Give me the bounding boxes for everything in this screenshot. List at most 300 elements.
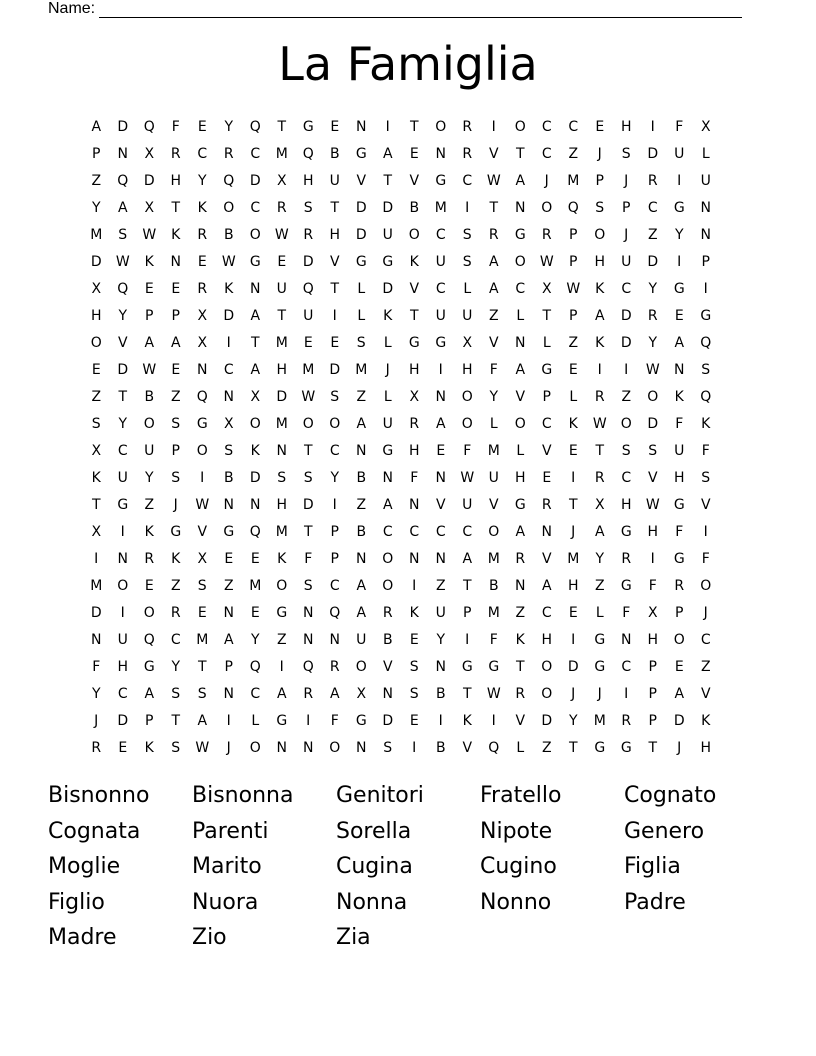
grid-letter[interactable]: J: [597, 146, 602, 162]
grid-letter[interactable]: C: [435, 227, 446, 243]
grid-letter[interactable]: A: [223, 632, 234, 648]
grid-letter[interactable]: R: [223, 146, 234, 162]
grid-letter[interactable]: C: [621, 470, 632, 486]
grid-letter[interactable]: N: [382, 470, 393, 486]
grid-letter[interactable]: R: [488, 227, 499, 243]
grid-letter[interactable]: P: [330, 551, 339, 567]
grid-letter[interactable]: D: [249, 173, 261, 189]
grid-letter[interactable]: P: [171, 308, 180, 324]
grid-letter[interactable]: P: [145, 713, 154, 729]
grid-letter[interactable]: G: [673, 551, 685, 567]
grid-letter[interactable]: Y: [91, 200, 101, 216]
grid-letter[interactable]: B: [356, 470, 367, 486]
grid-letter[interactable]: N: [170, 254, 181, 270]
grid-letter[interactable]: E: [409, 146, 419, 162]
grid-letter[interactable]: V: [462, 740, 473, 756]
grid-letter[interactable]: X: [276, 173, 287, 189]
grid-letter[interactable]: R: [409, 416, 420, 432]
grid-letter[interactable]: E: [542, 470, 552, 486]
grid-letter[interactable]: P: [171, 443, 180, 459]
grid-letter[interactable]: I: [597, 362, 602, 378]
grid-letter[interactable]: R: [515, 686, 526, 702]
grid-letter[interactable]: K: [409, 605, 419, 621]
grid-letter[interactable]: D: [647, 254, 659, 270]
grid-letter[interactable]: G: [620, 578, 632, 594]
grid-letter[interactable]: M: [275, 335, 288, 351]
grid-letter[interactable]: E: [568, 362, 578, 378]
grid-letter[interactable]: E: [674, 308, 684, 324]
grid-letter[interactable]: Z: [568, 146, 579, 162]
grid-letter[interactable]: L: [516, 443, 525, 459]
grid-letter[interactable]: I: [571, 632, 576, 648]
grid-letter[interactable]: C: [329, 443, 340, 459]
grid-letter[interactable]: C: [250, 200, 261, 216]
grid-letter[interactable]: D: [382, 713, 394, 729]
grid-letter[interactable]: S: [303, 200, 313, 216]
grid-letter[interactable]: M: [593, 713, 606, 729]
grid-letter[interactable]: N: [515, 578, 526, 594]
grid-letter[interactable]: H: [594, 254, 606, 270]
grid-letter[interactable]: T: [171, 713, 181, 729]
grid-letter[interactable]: R: [541, 227, 552, 243]
grid-letter[interactable]: H: [620, 497, 632, 513]
grid-letter[interactable]: T: [303, 443, 313, 459]
grid-letter[interactable]: F: [489, 632, 498, 648]
grid-letter[interactable]: O: [514, 416, 526, 432]
grid-letter[interactable]: J: [226, 740, 231, 756]
grid-letter[interactable]: Q: [302, 146, 314, 162]
grid-letter[interactable]: O: [249, 416, 261, 432]
grid-letter[interactable]: Z: [144, 497, 155, 513]
grid-letter[interactable]: F: [171, 119, 180, 135]
grid-letter[interactable]: D: [143, 173, 155, 189]
grid-letter[interactable]: S: [330, 389, 340, 405]
grid-letter[interactable]: G: [700, 308, 712, 324]
grid-letter[interactable]: B: [382, 632, 393, 648]
grid-letter[interactable]: N: [250, 281, 261, 297]
grid-letter[interactable]: Y: [224, 119, 234, 135]
grid-letter[interactable]: G: [408, 335, 420, 351]
grid-letter[interactable]: U: [117, 632, 128, 648]
grid-letter[interactable]: D: [382, 200, 394, 216]
grid-letter[interactable]: W: [195, 740, 210, 756]
grid-letter[interactable]: A: [91, 119, 102, 135]
grid-letter[interactable]: E: [197, 254, 207, 270]
grid-letter[interactable]: P: [569, 308, 578, 324]
grid-letter[interactable]: G: [117, 497, 129, 513]
grid-letter[interactable]: K: [568, 416, 578, 432]
grid-letter[interactable]: W: [486, 686, 501, 702]
grid-letter[interactable]: G: [673, 200, 685, 216]
grid-letter[interactable]: G: [514, 227, 526, 243]
grid-letter[interactable]: U: [435, 308, 446, 324]
grid-letter[interactable]: I: [94, 551, 99, 567]
grid-letter[interactable]: S: [171, 416, 181, 432]
grid-letter[interactable]: M: [275, 416, 288, 432]
grid-letter[interactable]: P: [648, 713, 657, 729]
grid-letter[interactable]: D: [90, 605, 102, 621]
grid-letter[interactable]: J: [94, 713, 99, 729]
grid-letter[interactable]: E: [250, 605, 260, 621]
grid-letter[interactable]: S: [409, 686, 419, 702]
grid-letter[interactable]: O: [514, 254, 526, 270]
grid-letter[interactable]: I: [120, 524, 125, 540]
grid-letter[interactable]: E: [436, 443, 446, 459]
grid-letter[interactable]: Z: [621, 389, 632, 405]
grid-letter[interactable]: K: [277, 551, 287, 567]
grid-letter[interactable]: C: [250, 146, 261, 162]
grid-letter[interactable]: I: [412, 740, 417, 756]
grid-letter[interactable]: S: [303, 578, 313, 594]
grid-letter[interactable]: X: [700, 119, 711, 135]
grid-letter[interactable]: T: [568, 740, 578, 756]
grid-letter[interactable]: P: [595, 173, 604, 189]
grid-letter[interactable]: D: [117, 713, 129, 729]
grid-letter[interactable]: J: [571, 524, 576, 540]
grid-letter[interactable]: J: [624, 227, 629, 243]
grid-letter[interactable]: E: [409, 713, 419, 729]
grid-letter[interactable]: S: [409, 659, 419, 675]
grid-letter[interactable]: E: [595, 119, 605, 135]
grid-letter[interactable]: U: [356, 632, 367, 648]
grid-letter[interactable]: N: [276, 740, 287, 756]
grid-letter[interactable]: A: [594, 308, 605, 324]
grid-letter[interactable]: X: [594, 497, 605, 513]
grid-letter[interactable]: L: [569, 389, 578, 405]
grid-letter[interactable]: Y: [436, 632, 446, 648]
grid-letter[interactable]: Y: [648, 335, 658, 351]
grid-letter[interactable]: S: [171, 686, 181, 702]
grid-letter[interactable]: B: [223, 227, 234, 243]
grid-letter[interactable]: C: [197, 146, 208, 162]
grid-letter[interactable]: X: [356, 686, 367, 702]
grid-letter[interactable]: Q: [249, 659, 261, 675]
grid-letter[interactable]: I: [677, 254, 682, 270]
grid-letter[interactable]: I: [332, 497, 337, 513]
grid-letter[interactable]: R: [621, 713, 632, 729]
grid-letter[interactable]: C: [568, 119, 579, 135]
grid-letter[interactable]: K: [171, 551, 181, 567]
grid-letter[interactable]: X: [541, 281, 552, 297]
grid-letter[interactable]: N: [435, 146, 446, 162]
grid-letter[interactable]: H: [647, 632, 659, 648]
grid-letter[interactable]: M: [90, 227, 103, 243]
grid-letter[interactable]: F: [489, 362, 498, 378]
grid-letter[interactable]: D: [355, 227, 367, 243]
grid-letter[interactable]: C: [515, 281, 526, 297]
grid-letter[interactable]: N: [356, 119, 367, 135]
grid-letter[interactable]: X: [144, 200, 155, 216]
grid-letter[interactable]: Z: [541, 740, 552, 756]
grid-letter[interactable]: Z: [568, 335, 579, 351]
grid-letter[interactable]: K: [674, 389, 684, 405]
grid-letter[interactable]: S: [701, 470, 711, 486]
grid-letter[interactable]: H: [673, 470, 685, 486]
grid-letter[interactable]: C: [621, 659, 632, 675]
grid-letter[interactable]: C: [462, 524, 473, 540]
grid-letter[interactable]: X: [91, 443, 102, 459]
grid-letter[interactable]: M: [355, 362, 368, 378]
grid-letter[interactable]: G: [382, 254, 394, 270]
grid-letter[interactable]: T: [489, 200, 499, 216]
grid-letter[interactable]: Y: [197, 173, 207, 189]
grid-letter[interactable]: Z: [276, 632, 287, 648]
grid-letter[interactable]: A: [462, 551, 473, 567]
grid-letter[interactable]: G: [594, 632, 606, 648]
grid-letter[interactable]: R: [594, 470, 605, 486]
grid-letter[interactable]: C: [435, 524, 446, 540]
grid-letter[interactable]: O: [620, 416, 632, 432]
grid-letter[interactable]: O: [382, 551, 394, 567]
grid-letter[interactable]: Z: [488, 308, 499, 324]
grid-letter[interactable]: A: [250, 362, 261, 378]
grid-letter[interactable]: O: [673, 632, 685, 648]
grid-letter[interactable]: A: [515, 173, 526, 189]
grid-letter[interactable]: B: [488, 578, 499, 594]
grid-letter[interactable]: O: [408, 227, 420, 243]
grid-letter[interactable]: E: [144, 578, 154, 594]
grid-letter[interactable]: U: [303, 308, 314, 324]
grid-letter[interactable]: I: [465, 200, 470, 216]
grid-letter[interactable]: R: [674, 578, 685, 594]
grid-letter[interactable]: G: [594, 740, 606, 756]
grid-letter[interactable]: R: [647, 173, 658, 189]
grid-letter[interactable]: I: [491, 713, 496, 729]
grid-letter[interactable]: I: [491, 119, 496, 135]
grid-letter[interactable]: D: [620, 308, 632, 324]
grid-letter[interactable]: E: [171, 281, 181, 297]
grid-letter[interactable]: S: [197, 686, 207, 702]
grid-letter[interactable]: O: [249, 227, 261, 243]
grid-letter[interactable]: N: [435, 659, 446, 675]
grid-letter[interactable]: D: [541, 713, 553, 729]
grid-letter[interactable]: X: [462, 335, 473, 351]
grid-letter[interactable]: Q: [117, 281, 129, 297]
grid-letter[interactable]: V: [700, 686, 711, 702]
grid-letter[interactable]: N: [435, 551, 446, 567]
grid-letter[interactable]: O: [90, 335, 102, 351]
grid-letter[interactable]: H: [408, 443, 420, 459]
grid-letter[interactable]: Q: [223, 173, 235, 189]
grid-letter[interactable]: H: [170, 173, 182, 189]
grid-letter[interactable]: N: [223, 605, 234, 621]
grid-letter[interactable]: A: [250, 308, 261, 324]
grid-letter[interactable]: A: [276, 686, 287, 702]
grid-letter[interactable]: Y: [91, 686, 101, 702]
grid-letter[interactable]: A: [488, 281, 499, 297]
grid-letter[interactable]: W: [142, 227, 157, 243]
grid-letter[interactable]: T: [197, 659, 207, 675]
grid-letter[interactable]: M: [249, 578, 262, 594]
grid-letter[interactable]: R: [462, 146, 473, 162]
grid-letter[interactable]: E: [91, 362, 101, 378]
grid-letter[interactable]: U: [144, 443, 155, 459]
grid-letter[interactable]: G: [488, 659, 500, 675]
grid-letter[interactable]: O: [329, 416, 341, 432]
grid-letter[interactable]: K: [462, 713, 472, 729]
grid-letter[interactable]: N: [223, 389, 234, 405]
grid-letter[interactable]: O: [700, 578, 712, 594]
grid-letter[interactable]: U: [621, 254, 632, 270]
grid-letter[interactable]: P: [569, 227, 578, 243]
grid-letter[interactable]: T: [171, 200, 181, 216]
grid-letter[interactable]: U: [700, 173, 711, 189]
grid-letter[interactable]: E: [197, 605, 207, 621]
grid-letter[interactable]: X: [197, 551, 208, 567]
grid-letter[interactable]: W: [221, 254, 236, 270]
grid-letter[interactable]: C: [700, 632, 711, 648]
grid-letter[interactable]: K: [409, 254, 419, 270]
grid-letter[interactable]: V: [488, 335, 499, 351]
grid-letter[interactable]: L: [701, 146, 710, 162]
grid-letter[interactable]: T: [277, 308, 287, 324]
grid-letter[interactable]: U: [276, 281, 287, 297]
grid-letter[interactable]: K: [144, 524, 154, 540]
grid-letter[interactable]: H: [90, 308, 102, 324]
grid-letter[interactable]: L: [383, 389, 392, 405]
grid-letter[interactable]: H: [620, 119, 632, 135]
grid-letter[interactable]: M: [567, 551, 580, 567]
grid-letter[interactable]: U: [674, 146, 685, 162]
grid-letter[interactable]: K: [595, 335, 605, 351]
grid-letter[interactable]: Z: [91, 173, 102, 189]
grid-letter[interactable]: F: [304, 551, 313, 567]
grid-letter[interactable]: C: [117, 686, 128, 702]
grid-letter[interactable]: T: [462, 578, 472, 594]
grid-letter[interactable]: G: [435, 335, 447, 351]
grid-letter[interactable]: G: [196, 416, 208, 432]
grid-letter[interactable]: F: [410, 470, 419, 486]
grid-letter[interactable]: F: [622, 605, 631, 621]
grid-letter[interactable]: W: [539, 254, 554, 270]
grid-letter[interactable]: O: [382, 578, 394, 594]
grid-letter[interactable]: I: [703, 281, 708, 297]
grid-letter[interactable]: V: [488, 146, 499, 162]
grid-letter[interactable]: W: [486, 173, 501, 189]
grid-letter[interactable]: D: [117, 119, 129, 135]
grid-letter[interactable]: F: [675, 416, 684, 432]
grid-letter[interactable]: H: [329, 227, 341, 243]
grid-letter[interactable]: T: [118, 389, 128, 405]
grid-letter[interactable]: I: [226, 335, 231, 351]
grid-letter[interactable]: O: [223, 200, 235, 216]
grid-letter[interactable]: O: [196, 443, 208, 459]
grid-letter[interactable]: T: [515, 659, 525, 675]
grid-letter[interactable]: L: [463, 281, 472, 297]
grid-letter[interactable]: D: [90, 254, 102, 270]
grid-letter[interactable]: P: [701, 254, 710, 270]
grid-letter[interactable]: W: [645, 497, 660, 513]
grid-letter[interactable]: Z: [356, 497, 367, 513]
grid-letter[interactable]: H: [567, 578, 579, 594]
grid-letter[interactable]: T: [91, 497, 101, 513]
grid-letter[interactable]: G: [355, 146, 367, 162]
grid-letter[interactable]: P: [463, 605, 472, 621]
grid-letter[interactable]: I: [412, 578, 417, 594]
grid-letter[interactable]: M: [302, 362, 315, 378]
grid-letter[interactable]: G: [541, 362, 553, 378]
grid-letter[interactable]: E: [250, 551, 260, 567]
grid-letter[interactable]: D: [302, 497, 314, 513]
grid-letter[interactable]: C: [382, 524, 393, 540]
grid-letter[interactable]: F: [675, 524, 684, 540]
grid-letter[interactable]: Y: [489, 389, 499, 405]
grid-letter[interactable]: R: [91, 740, 102, 756]
grid-letter[interactable]: E: [118, 740, 128, 756]
grid-letter[interactable]: G: [594, 659, 606, 675]
grid-letter[interactable]: U: [462, 308, 473, 324]
grid-letter[interactable]: O: [143, 416, 155, 432]
grid-letter[interactable]: U: [488, 470, 499, 486]
grid-letter[interactable]: A: [435, 416, 446, 432]
grid-letter[interactable]: C: [541, 605, 552, 621]
grid-letter[interactable]: Y: [330, 470, 340, 486]
grid-letter[interactable]: U: [674, 443, 685, 459]
grid-letter[interactable]: G: [355, 713, 367, 729]
grid-letter[interactable]: A: [541, 578, 552, 594]
grid-letter[interactable]: Q: [700, 335, 712, 351]
grid-letter[interactable]: X: [144, 146, 155, 162]
grid-letter[interactable]: U: [435, 254, 446, 270]
grid-letter[interactable]: C: [647, 200, 658, 216]
grid-letter[interactable]: E: [197, 119, 207, 135]
grid-letter[interactable]: N: [700, 227, 711, 243]
grid-letter[interactable]: I: [438, 713, 443, 729]
grid-letter[interactable]: J: [597, 686, 602, 702]
grid-letter[interactable]: R: [303, 227, 314, 243]
grid-letter[interactable]: C: [435, 281, 446, 297]
grid-letter[interactable]: O: [594, 227, 606, 243]
grid-letter[interactable]: G: [673, 281, 685, 297]
grid-letter[interactable]: N: [223, 686, 234, 702]
grid-letter[interactable]: G: [355, 254, 367, 270]
grid-letter[interactable]: C: [541, 416, 552, 432]
grid-letter[interactable]: D: [355, 200, 367, 216]
grid-letter[interactable]: F: [330, 713, 339, 729]
grid-letter[interactable]: K: [383, 308, 393, 324]
grid-letter[interactable]: S: [303, 470, 313, 486]
grid-letter[interactable]: V: [435, 497, 446, 513]
grid-letter[interactable]: T: [462, 686, 472, 702]
grid-letter[interactable]: X: [91, 281, 102, 297]
grid-letter[interactable]: I: [306, 713, 311, 729]
grid-letter[interactable]: N: [356, 740, 367, 756]
grid-letter[interactable]: F: [675, 119, 684, 135]
grid-letter[interactable]: H: [700, 740, 712, 756]
grid-letter[interactable]: D: [647, 416, 659, 432]
grid-letter[interactable]: V: [515, 713, 526, 729]
grid-letter[interactable]: V: [541, 551, 552, 567]
grid-letter[interactable]: J: [677, 740, 682, 756]
grid-letter[interactable]: O: [541, 686, 553, 702]
grid-letter[interactable]: F: [463, 443, 472, 459]
grid-letter[interactable]: F: [701, 551, 710, 567]
grid-letter[interactable]: J: [544, 173, 549, 189]
grid-letter[interactable]: N: [117, 146, 128, 162]
grid-letter[interactable]: S: [356, 335, 366, 351]
grid-letter[interactable]: Y: [250, 632, 260, 648]
grid-letter[interactable]: N: [276, 443, 287, 459]
grid-letter[interactable]: Z: [170, 578, 181, 594]
grid-letter[interactable]: I: [438, 362, 443, 378]
grid-letter[interactable]: G: [620, 740, 632, 756]
grid-letter[interactable]: E: [409, 632, 419, 648]
grid-letter[interactable]: X: [409, 389, 420, 405]
grid-letter[interactable]: M: [567, 173, 580, 189]
grid-letter[interactable]: R: [515, 551, 526, 567]
grid-letter[interactable]: V: [356, 173, 367, 189]
grid-letter[interactable]: A: [329, 686, 340, 702]
